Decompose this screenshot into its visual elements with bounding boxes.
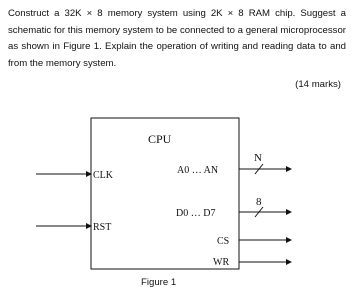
cpu-label: CPU — [148, 132, 172, 146]
question-text: Construct a 32K × 8 memory system using 2K × 8 RAM chip. Suggest a schematic for this memory system to be connected to a general microprocessor as shown in Figure 1. Explain the operation of writing and reading data to and from the memory system. — [8, 8, 346, 69]
rst-label: RST — [93, 222, 112, 233]
data-width-label: 8 — [256, 196, 262, 208]
wr-label: WR — [213, 257, 230, 268]
figure-caption: Figure 1 — [141, 277, 177, 288]
address-width-label: N — [254, 152, 262, 164]
cs-label: CS — [217, 236, 230, 247]
clk-label: CLK — [93, 170, 113, 181]
data-pins-label: D0 … D7 — [176, 208, 216, 219]
marks-label: (14 marks) — [295, 79, 341, 90]
address-pins-label: A0 … AN — [177, 165, 219, 176]
